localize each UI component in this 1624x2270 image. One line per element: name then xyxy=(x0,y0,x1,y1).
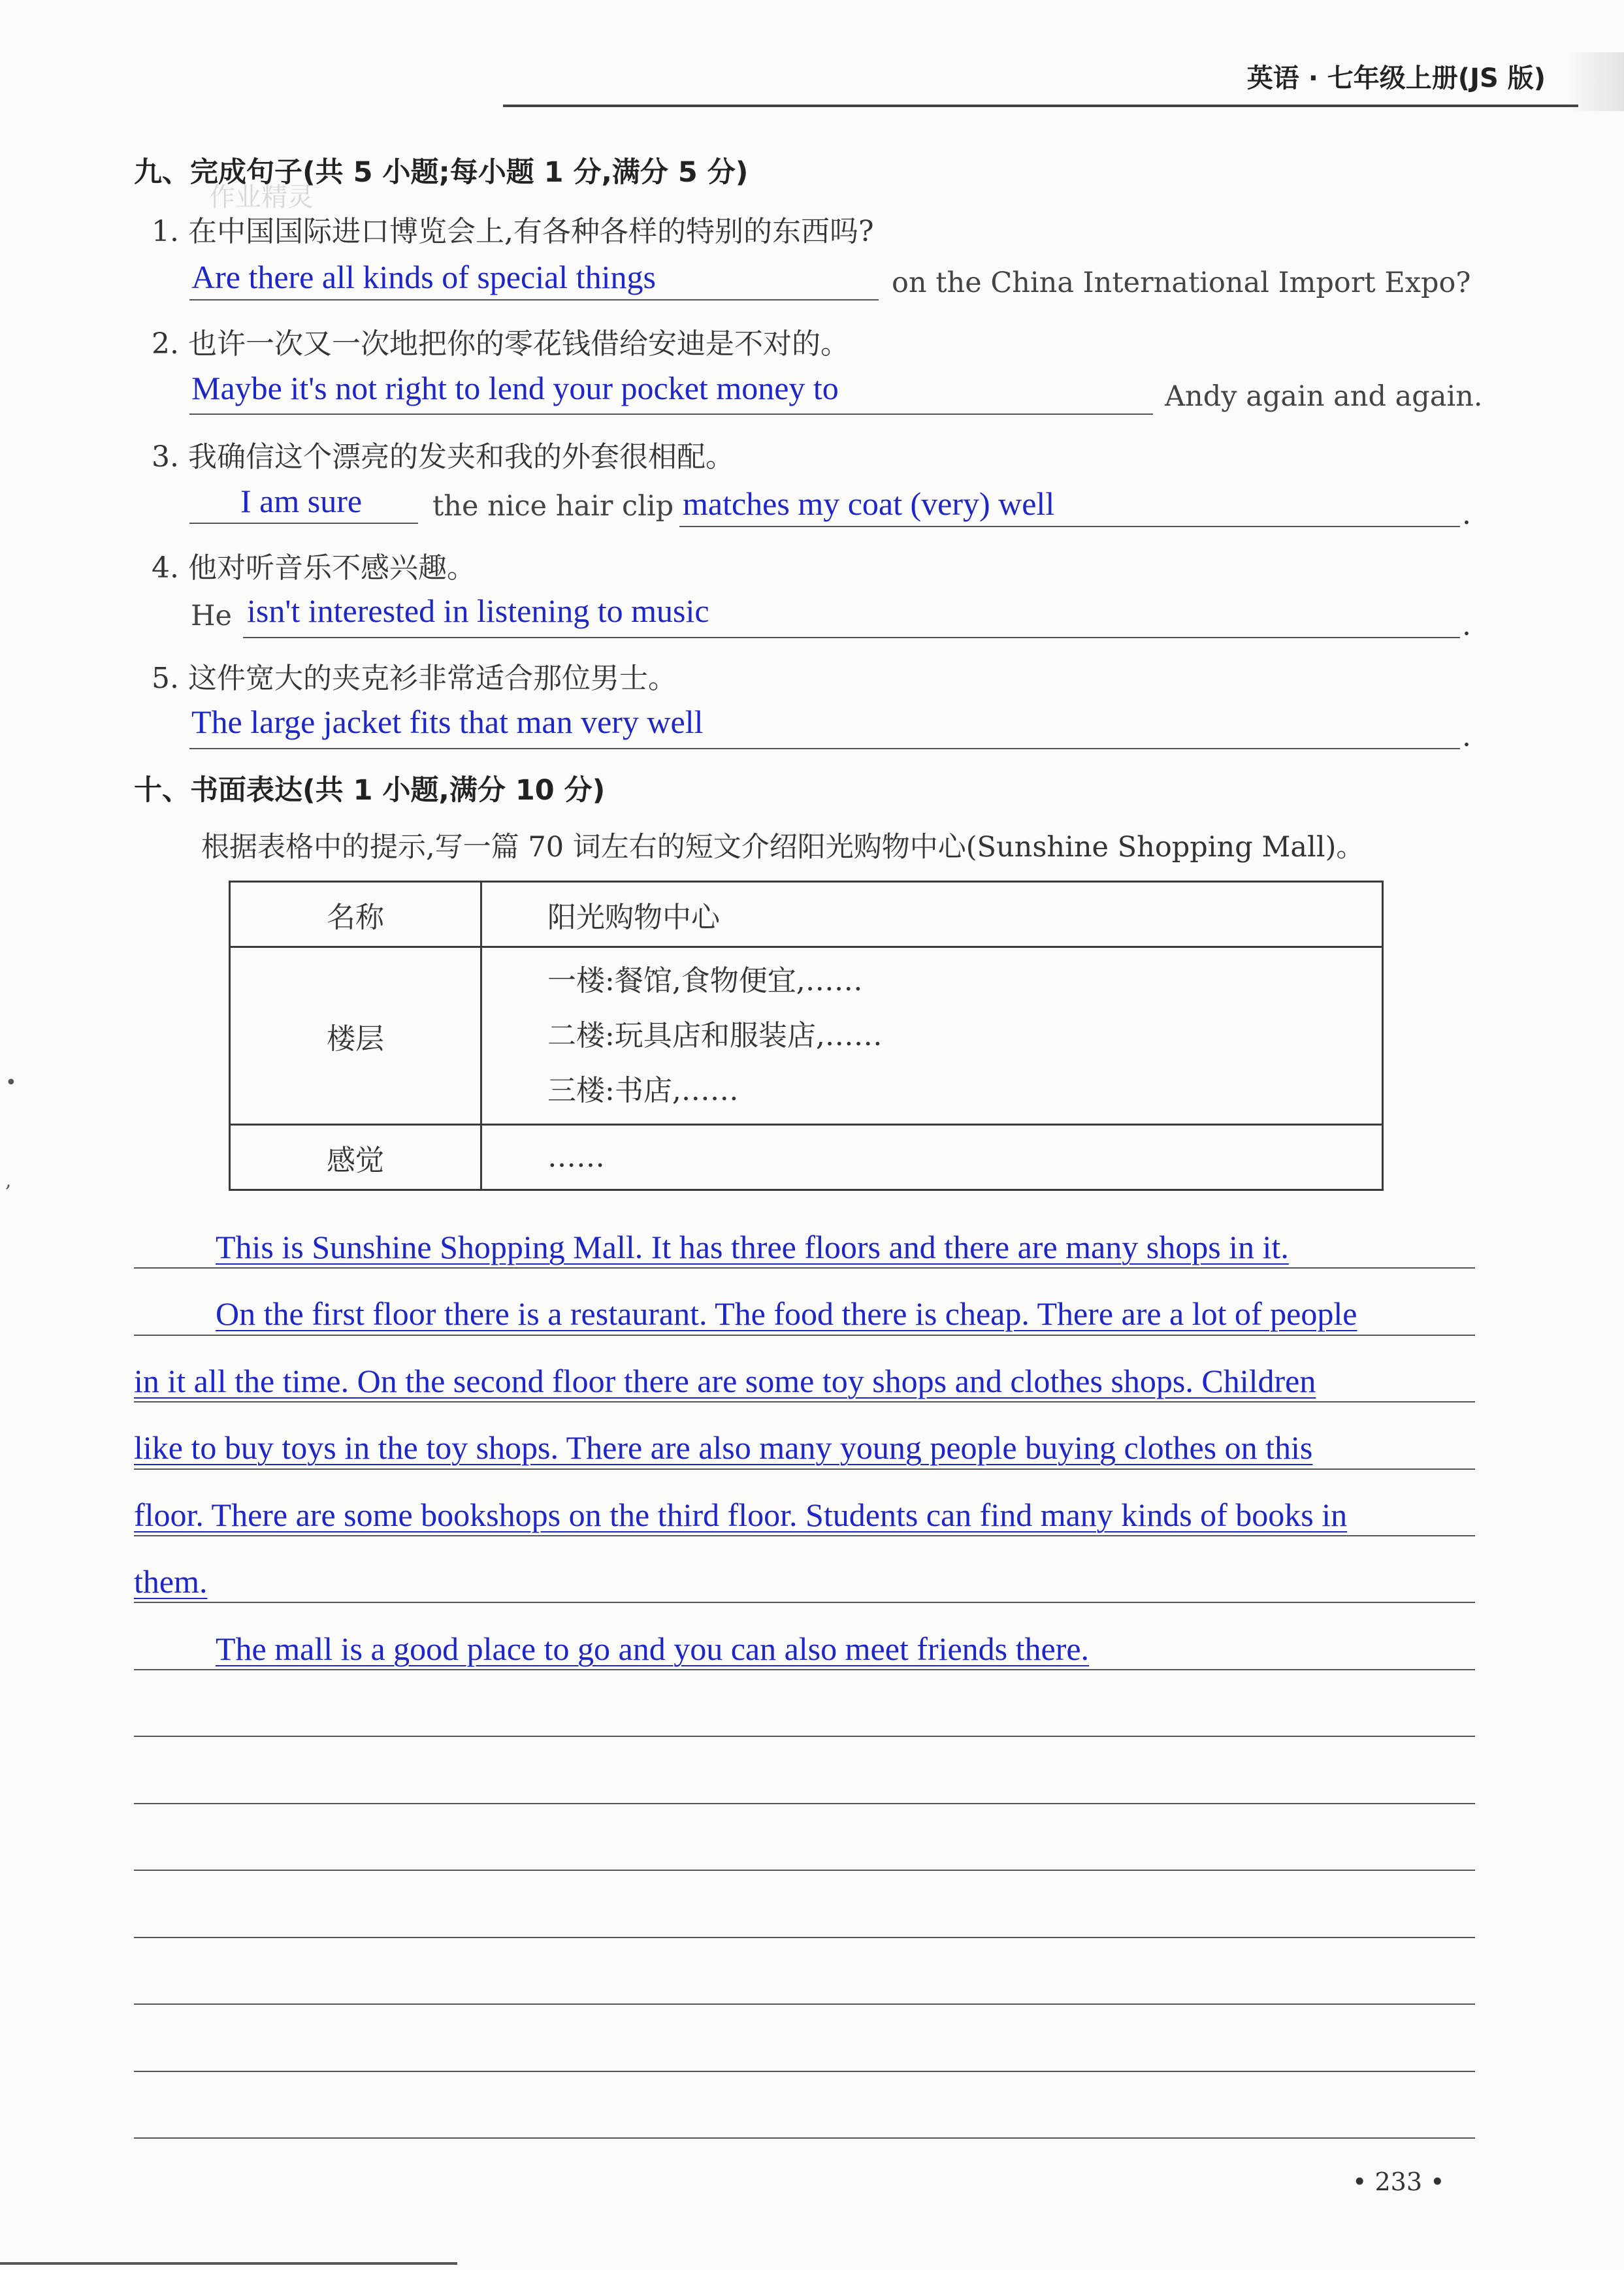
composition-line-7: The mall is a good place to go and you can also meet friends there. xyxy=(216,1630,1090,1667)
q1-suffix: on the China International Import Expo? xyxy=(892,267,1471,299)
question-3 xyxy=(152,433,734,475)
question-4 xyxy=(152,544,476,586)
writing-line xyxy=(134,2003,1475,2005)
q1-answer-line xyxy=(189,299,879,300)
q3-answer-line-1 xyxy=(189,523,418,524)
book-header-title: 英语 · 七年级上册(JS 版) xyxy=(1246,63,1546,93)
q4-period: . xyxy=(1462,609,1471,642)
watermark: 作业精灵 xyxy=(209,182,314,212)
writing-line xyxy=(134,1468,1475,1470)
writing-line xyxy=(134,1937,1475,1938)
q4-prefix: He xyxy=(191,600,232,632)
section-10-title: 十、书面表达(共 1 小题,满分 10 分) xyxy=(134,774,606,807)
writing-line xyxy=(134,1803,1475,1804)
table-label-floors: 楼层 xyxy=(230,947,481,1125)
q4-answer: isn't interested in listening to music xyxy=(247,592,709,629)
margin-mark: • xyxy=(5,1071,17,1094)
table-row xyxy=(230,1125,1383,1190)
q2-answer-line xyxy=(189,413,1153,415)
floor-1-note: 一楼:餐馆,食物便宜,…… xyxy=(547,964,863,997)
question-number: 4. xyxy=(152,551,179,585)
question-number: 3. xyxy=(152,440,179,474)
question-2 xyxy=(152,320,849,362)
composition-line-5: floor. There are some bookshops on the third floor. Students can find many kinds of books in xyxy=(134,1497,1348,1533)
table-row xyxy=(230,947,1383,1125)
writing-line xyxy=(134,2071,1475,2072)
q5-answer: The large jacket fits that man very well xyxy=(191,704,704,740)
table-value-name: 阳光购物中心 xyxy=(481,882,1383,947)
floor-2-note: 二楼:玩具店和服装店,…… xyxy=(547,1018,883,1052)
question-prompt: 我确信这个漂亮的发夹和我的外套很相配。 xyxy=(187,440,734,474)
q3-answer-line-2 xyxy=(679,526,1460,527)
writing-line xyxy=(134,2137,1475,2139)
writing-line xyxy=(134,1602,1475,1603)
q5-answer-line xyxy=(189,748,1460,749)
page-number: • 233 • xyxy=(1352,2167,1445,2196)
writing-instruction: 根据表格中的提示,写一篇 70 词左右的短文介绍阳光购物中心(Sunshine Shopping Mall)。 xyxy=(201,831,1365,864)
question-1 xyxy=(152,208,874,250)
q3-answer-1: I am sure xyxy=(240,483,363,519)
q3-middle: the nice hair clip xyxy=(432,490,674,523)
question-prompt: 也许一次又一次地把你的零花钱借给安迪是不对的。 xyxy=(187,327,849,361)
page-edge-shadow xyxy=(1565,52,1624,111)
margin-mark: , xyxy=(5,1169,12,1192)
writing-line xyxy=(134,1669,1475,1670)
q1-answer: Are there all kinds of special things xyxy=(191,259,656,295)
table-value-feeling: …… xyxy=(481,1125,1383,1190)
table-row xyxy=(230,882,1383,947)
composition-line-2: On the first floor there is a restaurant. The food there is cheap. There are a lot of people xyxy=(216,1295,1357,1332)
question-prompt: 他对听音乐不感兴趣。 xyxy=(187,551,476,585)
table-value-floors xyxy=(481,947,1383,1125)
composition-line-4: like to buy toys in the toy shops. There are also many young people buying clothes on this xyxy=(134,1429,1313,1466)
writing-line xyxy=(134,1736,1475,1737)
table-label-feeling: 感觉 xyxy=(230,1125,481,1190)
writing-line xyxy=(134,1401,1475,1403)
writing-line xyxy=(134,1335,1475,1336)
section-9-title: 九、完成句子(共 5 小题;每小题 1 分,满分 5 分) xyxy=(134,156,749,189)
header-rule xyxy=(503,105,1578,107)
question-number: 1. xyxy=(152,215,179,248)
bottom-rule xyxy=(0,2262,457,2265)
q5-period: . xyxy=(1462,720,1471,753)
table-label-name: 名称 xyxy=(230,882,481,947)
prompt-table xyxy=(229,881,1384,1191)
question-number: 2. xyxy=(152,327,179,361)
q4-answer-line xyxy=(243,637,1460,638)
question-prompt: 在中国国际进口博览会上,有各种各样的特别的东西吗? xyxy=(187,215,874,248)
composition-line-3: in it all the time. On the second floor there are some toy shops and clothes shops. Children xyxy=(134,1363,1316,1399)
floor-3-note: 三楼:书店,…… xyxy=(547,1073,739,1107)
q3-period: . xyxy=(1462,498,1471,531)
q3-answer-2: matches my coat (very) well xyxy=(683,485,1055,522)
question-5 xyxy=(152,655,677,696)
question-number: 5. xyxy=(152,662,179,695)
q2-suffix: Andy again and again. xyxy=(1165,380,1483,413)
question-prompt: 这件宽大的夹克衫非常适合那位男士。 xyxy=(187,662,677,695)
writing-line xyxy=(134,1870,1475,1871)
composition-line-6: them. xyxy=(134,1563,208,1600)
composition-line-1: This is Sunshine Shopping Mall. It has three floors and there are many shops in it. xyxy=(216,1229,1289,1265)
writing-line xyxy=(134,1267,1475,1269)
q2-answer: Maybe it's not right to lend your pocket money to xyxy=(191,370,839,406)
writing-line xyxy=(134,1535,1475,1536)
